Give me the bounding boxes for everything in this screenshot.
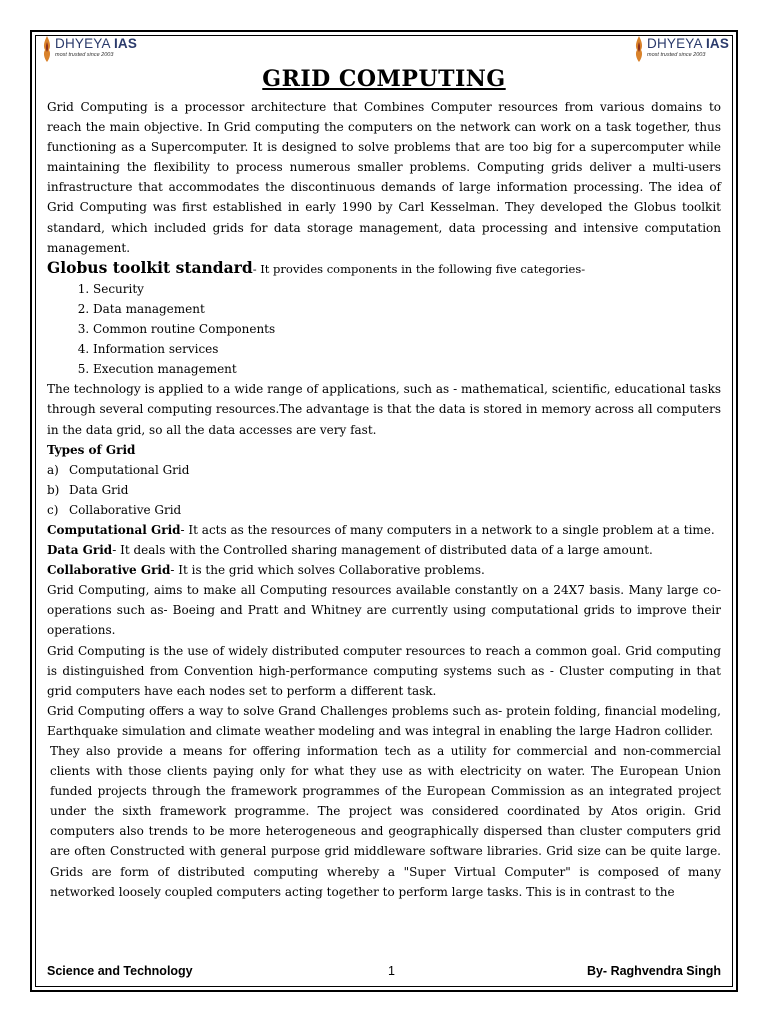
definition-computational: Computational Grid- It acts as the resources of many computers in a network to a single problem at a time.	[47, 522, 715, 537]
logo-brand-b: IAS	[705, 36, 730, 51]
globus-text: - It provides components in the following five categories-	[252, 261, 586, 276]
logo-left	[42, 36, 137, 62]
document-body	[47, 97, 721, 902]
footer-author: By- Raghvendra Singh	[586, 964, 721, 978]
page-number: 1	[388, 964, 395, 978]
body-paragraph: Grid Computing offers a way to solve Grand Challenges problems such as- protein folding, financial modeling, Earthquake simulation and climate weather modeling and was integral in enabling the large Hadron collider.	[47, 703, 721, 738]
list-item: 3. Common routine Components	[93, 319, 721, 339]
list-item: 5. Execution management	[93, 359, 721, 379]
logo-flame-icon	[634, 36, 644, 62]
body-paragraph: Grid Computing, aims to make all Computing resources available constantly on a 24X7 basis. Many large co-operations such as- Boeing and Pratt and Whitney are currently using computational grids to improve their operations.	[47, 583, 721, 638]
page-footer	[47, 962, 721, 982]
list-item: 2. Data management	[93, 299, 721, 319]
intro-paragraph: Grid Computing is a processor architecture that Combines Computer resources from various domains to reach the main objective. In Grid computing the computers on the network can work on a task together, thus functioning as a Supercomputer. It is designed to solve problems that are too big for a supercomputer while maintaining the flexibility to process numerous smaller problems. Computing grids deliver a multi-users infrastructure that accommodates the discontinuous demands of large information processing. The idea of Grid Computing was first established in early 1990 by Carl Kesselman. They developed the Globus toolkit standard, which included grids for data storage management, data processing and intensive computation management.	[47, 100, 721, 255]
types-list	[47, 460, 721, 520]
logo-right	[634, 36, 729, 62]
globus-heading: Globus toolkit standard	[47, 257, 253, 277]
logo-tagline: most trusted since 2003	[55, 52, 114, 58]
technology-paragraph: The technology is applied to a wide range of applications, such as - mathematical, scientific, educational tasks through several computing resources.The advantage is that the data is stored in memory across all computers in the data grid, so all the data accesses are very fast.	[47, 382, 721, 437]
list-item: a) Computational Grid	[47, 462, 190, 477]
definition-data: Data Grid- It deals with the Controlled sharing management of distributed data of a large amount.	[47, 543, 653, 558]
definition-collaborative: Collaborative Grid- It is the grid which solves Collaborative problems.	[47, 563, 485, 578]
globus-list	[47, 279, 721, 379]
list-item: b) Data Grid	[47, 482, 129, 497]
logo-tagline: most trusted since 2003	[647, 52, 706, 58]
body-paragraph: Grid Computing is the use of widely distributed computer resources to reach a common goal. Grid computing is distinguished from Convention high-performance computing systems such as - Cluster computing in that grid computers have each nodes set to perform a different task.	[47, 643, 721, 698]
logo-flame-icon	[42, 36, 52, 62]
logo-brand-a: DHYEYA	[55, 36, 110, 51]
list-item: 1. Security	[93, 279, 721, 299]
footer-subject: Science and Technology	[47, 964, 193, 978]
page-title: GRID COMPUTING	[262, 66, 506, 92]
globus-line	[47, 258, 721, 279]
logo-brand-b: IAS	[113, 36, 138, 51]
list-item: c) Collaborative Grid	[47, 502, 182, 517]
list-item: 4. Information services	[93, 339, 721, 359]
logo-brand-a: DHYEYA	[647, 36, 702, 51]
types-heading: Types of Grid	[47, 442, 136, 457]
body-paragraph: They also provide a means for offering information tech as a utility for commercial and non-commercial clients with those clients paying only for what they use as with electricity on water. The European Union funded projects through the framework programmes of the European Commission as an integrated project under the sixth framework programme. The project was considered coordinated by Atos origin. Grid computers also trends to be more heterogeneous and geographically dispersed than cluster computers grid are often Constructed with general purpose grid middleware software libraries. Grid size can be quite large. Grids are form of distributed computing whereby a "Super Virtual Computer" is composed of many networked loosely coupled computers acting together to perform large tasks. This is in contrast to the	[50, 744, 721, 899]
